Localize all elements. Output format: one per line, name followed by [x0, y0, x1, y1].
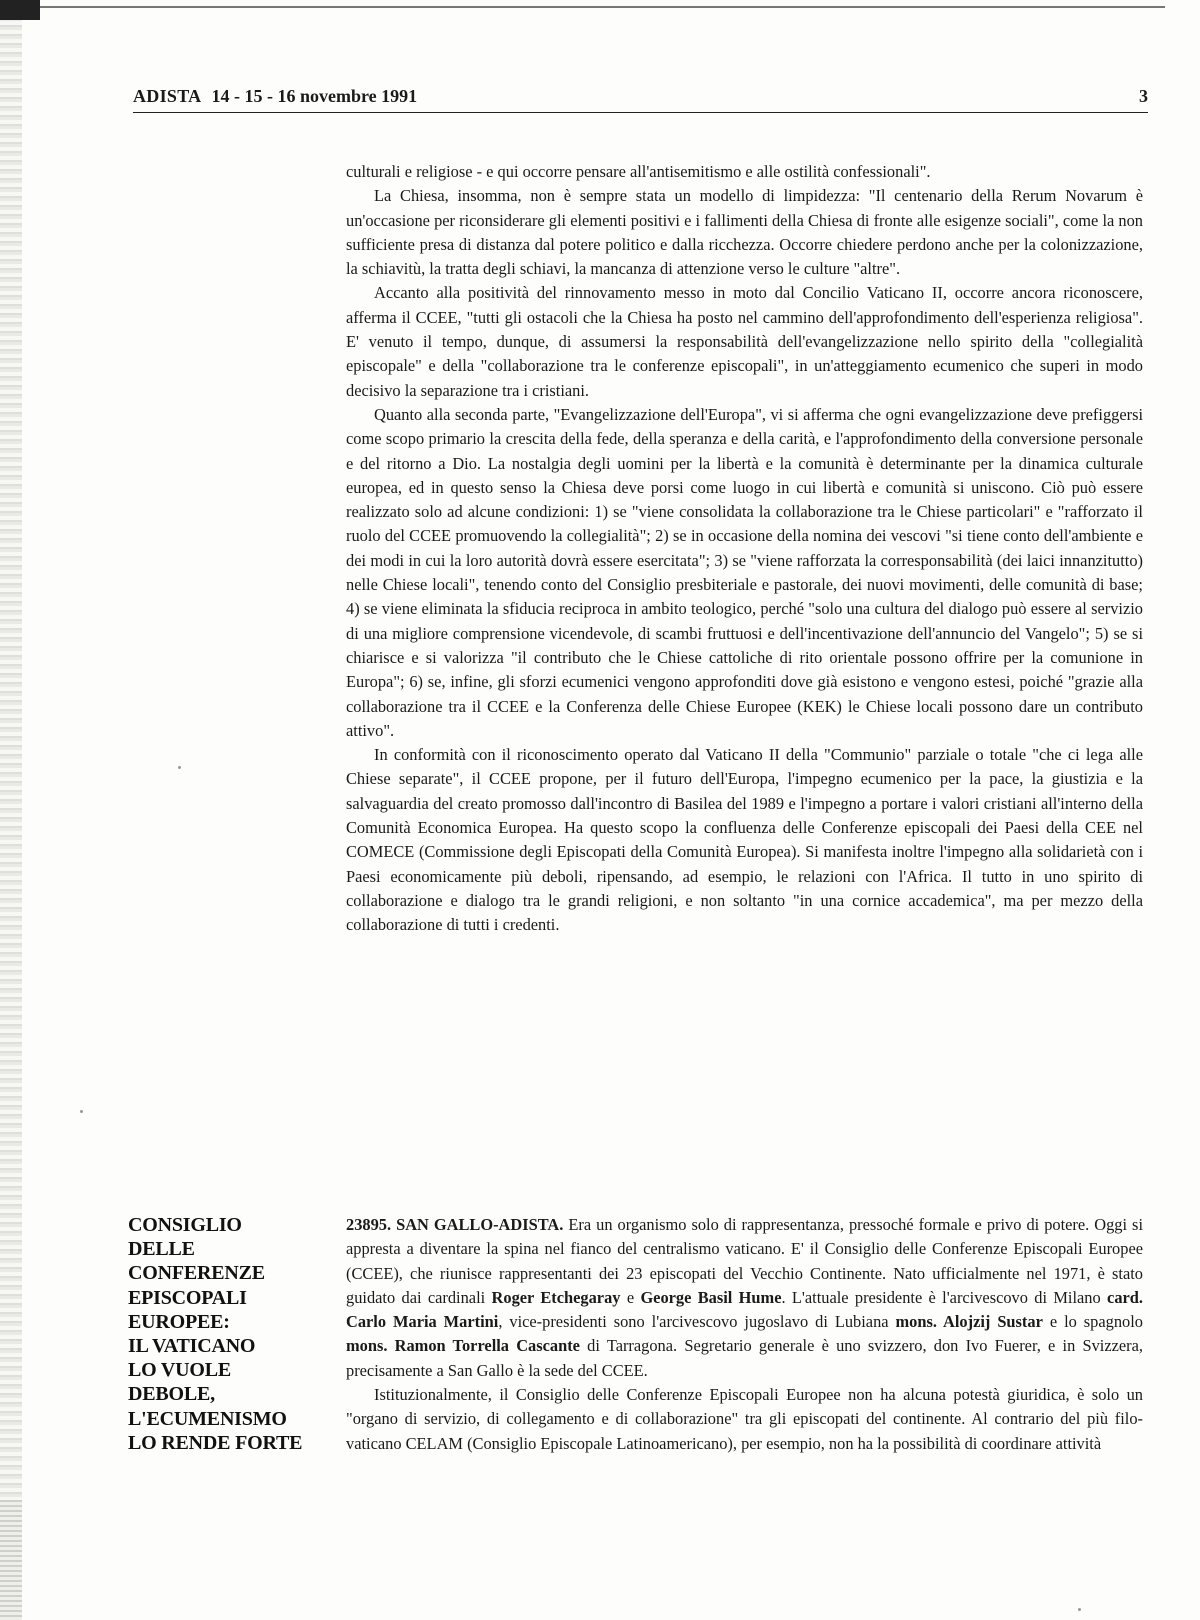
page-number: 3: [1139, 86, 1148, 106]
scan-speck: [80, 1110, 83, 1113]
text-run: e lo spagnolo: [1049, 1312, 1143, 1332]
scan-edge-noise: [0, 1500, 22, 1620]
text-run: di Tarragona. Segretario generale è uno svizzero, don Ivo Fuerer, e in Svizzera, precisamente a San Gallo è la sede del CCEE.: [346, 1336, 1143, 1380]
headline-line: DEBOLE,: [128, 1383, 215, 1406]
publication-name: ADISTA: [133, 86, 202, 106]
text-run: , vice-presidenti sono l'arcivescovo jugoslavo di Lubiana: [498, 1312, 889, 1332]
paragraph: La Chiesa, insomma, non è sempre stata un modello di limpidezza: "Il centenario della Rerum Novarum è un'occasione per riconsiderare gli elementi positivi e i fallimenti della Chiesa di fronte alle esigenze sociali", come la non sufficiente presa di distanza dal potere politico e dalla ricchezza. Occorre chiedere perdono anche per la colonizzazione, la schiavitù, la tratta degli schiavi, la mancanza di attenzione verso le culture "altre".: [346, 186, 1143, 279]
dateline: 23895. SAN GALLO-ADISTA.: [346, 1215, 564, 1234]
paragraph: In conformità con il riconoscimento operato dal Vaticano II della "Communio" parziale o totale "che ci lega alle Chiese separate", il CCEE propone, per il futuro dell'Europa, l'impegno ecumenico per la pace, la giustizia e la salvaguardia del creato promosso dall'incontro di Basilea del 1989 e l'impegno a portare i valori cristiani all'interno della Comunità Economica Europea. Ha questo scopo la confluenza delle Conferenze episcopali dei Paesi della CEE nel COMECE (Commissione degli Episcopati della Comunità Europea). Si manifesta inoltre l'impegno alla solidarietà con i Paesi economicamente più deboli, ripensando, ad esempio, le relazioni con l'Africa. Il tutto in uno spirito di collaborazione e dialogo tra le grandi religioni, e non soltanto "in una cornice accademica", ma per mezzo della collaborazione di tutti i credenti.: [346, 745, 1143, 935]
scan-edge-mark: [0, 0, 40, 20]
headline-line: EUROPEE:: [128, 1310, 230, 1333]
continued-article: [346, 160, 1143, 938]
article-headline: [128, 1213, 333, 1455]
text-run: Era un organismo solo di rappresentanza, pressoché formale e privo di potere. Oggi si appresta a diventare la spina nel fianco del centralismo vaticano. E' il Consiglio delle Conferenze Episcopali Europee (CCEE), che riunisce rappresentanti dei 23 episcopati del Vecchio Continente. Nato ufficialmente nel 1971, è stato guidato dai cardinali: [346, 1215, 1143, 1307]
main-article: [346, 1213, 1143, 1456]
person-name: mons. Ramon Torrella Cascante: [346, 1336, 580, 1356]
headline-line: LO VUOLE: [128, 1359, 232, 1382]
headline-line: EPISCOPALI: [128, 1286, 247, 1309]
headline-line: L'ECUMENISMO: [128, 1407, 287, 1430]
text-run: . L'attuale presidente è l'arcivescovo di Milano: [781, 1287, 1101, 1307]
scan-speck: [178, 766, 181, 769]
paragraph: [346, 1213, 1143, 1383]
headline-line: DELLE: [128, 1238, 195, 1261]
headline-line: IL VATICANO: [128, 1335, 256, 1358]
paragraph: Accanto alla positività del rinnovamento messo in moto dal Concilio Vaticano II, occorre ancora riconoscere, afferma il CCEE, "tutti gli ostacoli che la Chiesa ha posto nel cammino dell'approfondimento dell'esperienza religiosa". E' venuto il tempo, dunque, di assumersi la responsabilità dell'evangelizzazione nello spirito della "collegialità episcopale" e della "collaborazione tra le conferenze episcopali", in un'atteggiamento ecumenico che superi in modo decisivo la separazione tra i cristiani.: [346, 283, 1143, 400]
person-name: card. Carlo Maria Martini: [346, 1287, 1144, 1332]
text-run: e: [626, 1287, 635, 1307]
headline-line: LO RENDE FORTE: [128, 1431, 303, 1454]
person-name: George Basil Hume: [640, 1287, 782, 1307]
headline-line: CONFERENZE: [128, 1262, 265, 1285]
paragraph: Quanto alla seconda parte, "Evangelizzazione dell'Europa", vi si afferma che ogni evangelizzazione deve prefiggersi come scopo primario la crescita della fede, della speranza e della carità, e l'approfondimento della conversione personale e del ritorno a Dio. La nostalgia degli uomini per la libertà e la comunità è determinante per la dinamica culturale europea, ed in questo senso la Chiesa deve porsi come luogo in cui libertà e comunità si uniscono. Ciò può essere realizzato solo ad alcune condizioni: 1) se "viene consolidata la collaborazione tra le Chiese particolari" e "rafforzato il ruolo del CCEE promuovendo la collegialità"; 2) se in occasione della nomina dei vescovi "si tiene conto dell'ambiente e dei modi in cui la loro autorità dovrà essere esercitata"; 3) se "viene rafforzata la corresponsabilità (dei laici innanzitutto) nelle Chiese locali", tenendo conto del Consiglio presbiteriale e pastorale, dei nuovi movimenti, delle comunità di base; 4) se viene eliminata la sfiducia reciproca in ambito teologico, perché "solo una cultura del dialogo può essere al servizio di una migliore comprensione vicendevole, di scambi fruttuosi e dell'incentivazione dell'annuncio del Vangelo"; 5) se si chiarisce e si valorizza "il contributo che le Chiese cattoliche di rito orientale possono offrire per la comunione in Europa"; 6) se, infine, gli sforzi ecumenici vengono approfonditi dove già esistono e vengono estesi, poiché "grazie alla collaborazione tra il CCEE e la Conferenza delle Chiese Europee (KEK) le Chiese locali possono dare un contributo attivo".: [346, 404, 1143, 740]
paragraph: culturali e religiose - e qui occorre pensare all'antisemitismo e alle ostilità confessionali".: [346, 162, 931, 181]
person-name: Roger Etchegaray: [491, 1287, 621, 1307]
issue-date: 14 - 15 - 16 novembre 1991: [211, 86, 418, 106]
scan-speck: [1078, 1608, 1081, 1611]
page-header: [133, 86, 1148, 113]
person-name: mons. Alojzij Sustar: [895, 1312, 1043, 1332]
paragraph: Istituzionalmente, il Consiglio delle Conferenze Episcopali Europee non ha alcuna potestà giuridica, è solo un "organo di servizio, di collegamento e di collaborazione" tra gli episcopati del continente. Al contrario del più filo-vaticano CELAM (Consiglio Episcopale Latinoamericano), per esempio, non ha la possibilità di coordinare attività: [346, 1385, 1143, 1453]
headline-line: CONSIGLIO: [128, 1214, 242, 1236]
scan-top-edge: [40, 6, 1165, 8]
scan-edge-strip: [0, 0, 22, 1620]
